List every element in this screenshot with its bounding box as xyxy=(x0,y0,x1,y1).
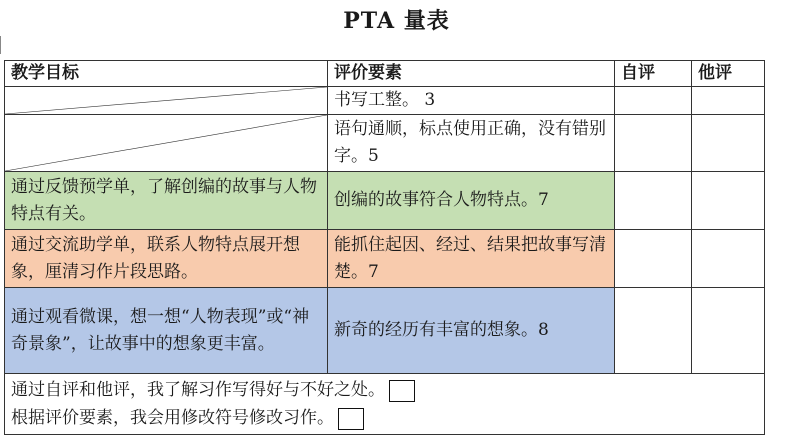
criteria-cell: 书写工整。 3 xyxy=(328,87,615,115)
header-criteria: 评价要素 xyxy=(328,61,615,87)
table-row xyxy=(5,115,765,172)
goal-cell: 通过观看微课，想一想“人物表现”或“神奇景象”，让故事中的想象更丰富。 xyxy=(5,288,328,374)
footer-cell xyxy=(5,374,765,435)
self-eval-cell[interactable] xyxy=(615,288,692,374)
diagonal-line xyxy=(5,115,327,171)
header-peer: 他评 xyxy=(692,61,765,87)
criteria-cell: 新奇的经历有丰富的想象。8 xyxy=(328,288,615,374)
table-row xyxy=(5,230,765,288)
header-row xyxy=(5,61,765,87)
assessment-table xyxy=(4,60,765,435)
footer-text-1: 通过自评和他评，我了解习作写得好与不好之处。 xyxy=(11,380,385,400)
footer-line xyxy=(11,404,758,432)
checkbox-2[interactable] xyxy=(338,408,364,430)
peer-eval-cell[interactable] xyxy=(692,172,765,230)
diagonal-line xyxy=(5,87,327,114)
table-row xyxy=(5,288,765,374)
self-eval-cell[interactable] xyxy=(615,87,692,115)
header-goal: 教学目标 xyxy=(5,61,328,87)
self-eval-cell[interactable] xyxy=(615,115,692,172)
table-row xyxy=(5,172,765,230)
criteria-cell: 创编的故事符合人物特点。7 xyxy=(328,172,615,230)
header-self: 自评 xyxy=(615,61,692,87)
table-row xyxy=(5,87,765,115)
footer-line xyxy=(11,376,758,404)
peer-eval-cell[interactable] xyxy=(692,230,765,288)
page-title: PTA 量表 xyxy=(343,8,450,34)
goal-cell-diagonal xyxy=(5,115,328,172)
checkbox-1[interactable] xyxy=(389,380,415,402)
criteria-cell: 语句通顺，标点使用正确，没有错别字。5 xyxy=(328,115,615,172)
self-eval-cell[interactable] xyxy=(615,172,692,230)
goal-cell: 通过交流助学单，联系人物特点展开想象，厘清习作片段思路。 xyxy=(5,230,328,288)
footer-text-2: 根据评价要素，我会用修改符号修改习作。 xyxy=(11,408,334,428)
peer-eval-cell[interactable] xyxy=(692,115,765,172)
footer-row xyxy=(5,374,765,435)
peer-eval-cell[interactable] xyxy=(692,288,765,374)
goal-cell: 通过反馈预学单，了解创编的故事与人物特点有关。 xyxy=(5,172,328,230)
margin-marker xyxy=(0,36,5,54)
peer-eval-cell[interactable] xyxy=(692,87,765,115)
goal-cell-diagonal xyxy=(5,87,328,115)
self-eval-cell[interactable] xyxy=(615,230,692,288)
criteria-cell: 能抓住起因、经过、结果把故事写清楚。7 xyxy=(328,230,615,288)
